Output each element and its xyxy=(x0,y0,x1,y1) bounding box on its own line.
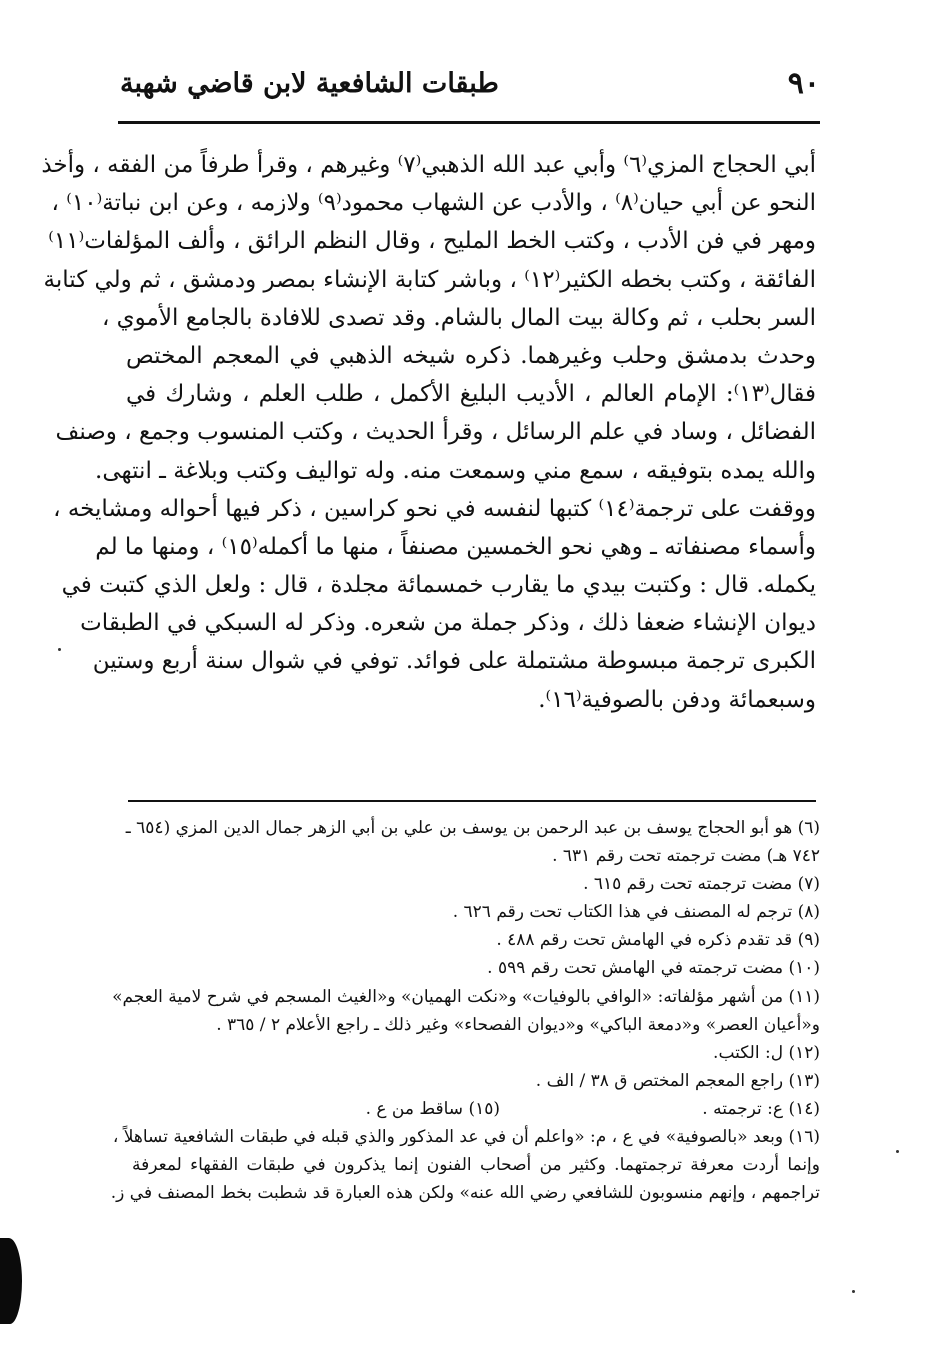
scan-speck xyxy=(896,1150,899,1153)
body-line: وأسماء مصنفاته ـ وهي نحو الخمسين مصنفاً ، منها ما أكمله⁽١٥⁾ ، ومنها ما لم xyxy=(95,533,816,560)
body-line: والله يمده بتوفيقه ، سمع مني وسمعت منه. وله تواليف وكتب وبلاغة ـ انتهى. xyxy=(95,457,816,484)
main-text xyxy=(41,146,816,719)
footnote-line: (١٤) ع: ترجمته . xyxy=(702,1098,820,1119)
footnote-line: ٧٤٢ هـ) مضت ترجمته تحت رقم ٦٣١ . xyxy=(552,846,820,867)
page-number: ٩٠ xyxy=(787,66,820,101)
body-line: وسبعمائة ودفن بالصوفية⁽١٦⁾. xyxy=(538,686,816,713)
scan-speck xyxy=(852,1290,855,1293)
header-rule xyxy=(118,121,820,124)
body-line: ومهر في فن الأدب ، وكتب الخط المليح ، وقال النظم الرائق ، وألف المؤلفات⁽١١⁾ xyxy=(48,228,816,255)
body-line: الكبرى ترجمة مبسوطة مشتملة على فوائد. توفي في شوال سنة أربع وستين xyxy=(92,648,816,675)
page-header xyxy=(120,62,820,112)
body-line: ديوان الإنشاء ضعفا ذلك ، وذكر جملة من شعره. وذكر له السبكي في الطبقات xyxy=(80,610,816,637)
footnote-rule xyxy=(128,800,816,802)
body-line: أبي الحجاج المزي⁽٦⁾ وأبي عبد الله الذهبي⁽٧⁾ وغيرهم ، وقرأ طرفاً من الفقه ، وأخذ xyxy=(41,152,816,178)
footnote-line: (٦) هو أبو الحجاج يوسف بن عبد الرحمن بن يوسف بن علي بن أبي الزهر جمال الدين المزي (٦٥٤ ـ xyxy=(125,818,820,838)
footnote-line: (١٠) مضت ترجمته في الهامش تحت رقم ٥٩٩ . xyxy=(487,958,820,979)
body-line: يكمله. قال : وكتبت بيدي ما يقارب خمسمائة مجلدة ، قال : ولعل الذي كتبت في xyxy=(61,572,816,599)
body-line: الفائقة ، وكتب بخطه الكثير⁽١٢⁾ ، وباشر كتابة الإنشاء بمصر ودمشق ، ثم ولي كتابة xyxy=(43,266,816,293)
scan-binding-shadow xyxy=(0,1238,22,1324)
scan-speck xyxy=(58,648,61,651)
body-line: النحو عن أبي حيان⁽٨⁾ ، والأدب عن الشهاب محمود⁽٩⁾ ولازمه ، وعن ابن نباتة⁽١٠⁾ ، xyxy=(51,190,816,217)
footnote-line: (٩) قد تقدم ذكره في الهامش تحت رقم ٤٨٨ . xyxy=(496,930,820,951)
footnote-line: (١٦) وبعد «بالصوفية» في ع ، م: «واعلم أن في عد المذكور والذي قبله في طبقات الشافعية تساهلاً ، xyxy=(112,1127,820,1148)
body-line: ووقفت على ترجمة⁽١٤⁾ كتبها لنفسه في نحو كراسين ، ذكر فيها أحواله ومشايخه ، xyxy=(53,495,816,522)
body-line: الفضائل ، وساد في علم الرسائل ، وقرأ الحديث ، وكتب المنسوب وجمع ، وصنف xyxy=(55,419,816,446)
running-title: طبقات الشافعية لابن قاضي شهبة xyxy=(120,68,499,99)
footnote-line: وإنما أردت معرفة ترجمتهما. وكثير من أصحاب الفنون إنما يذكرون في طبقات الفقهاء لمعرفة xyxy=(132,1155,820,1176)
footnote-line: (١٢) ل: الكتب. xyxy=(713,1042,820,1063)
footnote-line: (١١) من أشهر مؤلفاته: «الوافي بالوفيات» و«نكت الهميان» و«الغيث المسجم في شرح لامية العجم» xyxy=(112,986,820,1007)
footnote-line: (٧) مضت ترجمته تحت رقم ٦١٥ . xyxy=(583,874,820,895)
body-line: وحدث بدمشق وحلب وغيرهما. ذكره شيخه الذهبي في المعجم المختص xyxy=(126,342,816,369)
footnote-line: (٨) ترجم له المصنف في هذا الكتاب تحت رقم ٦٢٦ . xyxy=(452,902,820,923)
footnote-line: تراجمهم ، وإنهم منسوبون للشافعي رضي الله عنه» ولكن هذه العبارة قد شطبت بخط المصنف في ز. xyxy=(110,1183,820,1204)
footnote-pair xyxy=(132,1095,820,1123)
footnote-line: (١٥) ساقط من ع . xyxy=(365,1098,500,1119)
footnote-line: (١٣) راجع المعجم المختص ق ٣٨ / الف . xyxy=(535,1070,820,1091)
footnote-line: و«أعيان العصر» و«دمعة الباكي» و«ديوان الفصحاء» وغير ذلك ـ راجع الأعلام ٢ / ٣٦٥ . xyxy=(216,1014,820,1035)
body-line: فقال⁽١٣⁾: الإمام العالم ، الأديب البليغ الأكمل ، طلب العلم ، وشارك في xyxy=(126,381,816,408)
footnotes xyxy=(110,814,820,1207)
body-line: السر بحلب ، ثم وكالة بيت المال بالشام. وقد تصدى للافادة بالجامع الأموي ، xyxy=(101,304,816,331)
